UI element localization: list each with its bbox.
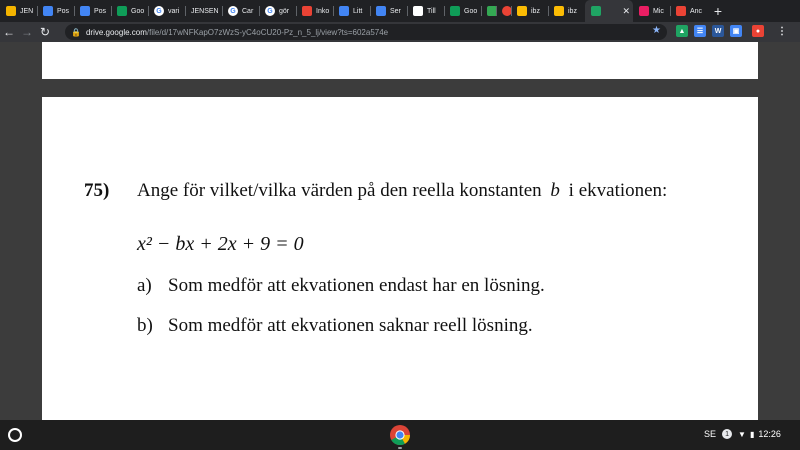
problem-statement — [137, 180, 667, 202]
problem-intro-end: i ekvationen: — [568, 180, 668, 201]
google-classroom-icon — [450, 6, 460, 16]
part-marker: b) — [137, 315, 153, 336]
screen-extension-icon[interactable]: ▣ — [730, 25, 742, 37]
browser-tab[interactable] — [148, 0, 185, 22]
browser-tab[interactable] — [496, 0, 511, 22]
status-tray[interactable] — [704, 424, 794, 444]
tab-label: Pos — [94, 7, 107, 15]
tab-label: Goo — [464, 7, 478, 15]
browser-tab[interactable] — [370, 0, 407, 22]
docs-extension-icon[interactable]: ☰ — [694, 25, 706, 37]
part-text: Som medför att ekvationen saknar reell lösning. — [168, 315, 533, 336]
problem-intro: Ange för vilket/vilka värden på den reella konstanten — [137, 180, 542, 201]
google-chat-icon — [487, 6, 496, 16]
url-path: /file/d/17wNFKapO7zWzS-yC4oCU20-Pz_n_5_lj/view?ts=602a574e — [146, 27, 389, 37]
new-tab-button[interactable]: + — [713, 3, 723, 19]
back-button[interactable]: ← — [3, 25, 15, 39]
anchor-icon — [676, 6, 686, 16]
battery-icon: ▮ — [749, 429, 755, 439]
tab-label: JENSEN — [191, 7, 219, 15]
google-docs-icon — [376, 6, 386, 16]
browser-tab[interactable] — [185, 0, 222, 22]
browser-tab[interactable] — [633, 0, 670, 22]
tab-label: gör — [279, 7, 290, 15]
gmail-icon — [302, 6, 312, 16]
browser-tab[interactable] — [333, 0, 370, 22]
clock-time: 12:26 — [758, 429, 781, 439]
tab-label: Car — [242, 7, 254, 15]
tab-label: Ser — [390, 7, 401, 15]
chrome-icon[interactable] — [389, 424, 411, 446]
tab-label: Mic — [653, 7, 664, 15]
google-meet-icon — [80, 6, 90, 16]
browser-tab[interactable] — [222, 0, 259, 22]
notification-count-badge: 1 — [722, 429, 732, 439]
close-tab-icon[interactable]: ✕ — [622, 5, 630, 16]
browser-tab[interactable] — [585, 0, 633, 22]
tab-strip — [0, 0, 800, 22]
browser-tab[interactable] — [0, 0, 37, 22]
running-indicator — [398, 447, 402, 449]
browser-tab[interactable] — [296, 0, 333, 22]
google-drive-icon — [591, 6, 601, 16]
part-b — [137, 315, 533, 337]
record-extension-icon[interactable]: ● — [752, 25, 764, 37]
tab-label: Pos — [57, 7, 70, 15]
tab-label: Goo — [131, 7, 145, 15]
launcher-icon[interactable] — [8, 428, 22, 442]
browser-tab[interactable] — [548, 0, 585, 22]
hand-icon — [554, 6, 564, 16]
browser-tab[interactable] — [111, 0, 148, 22]
tab-label: ibz — [568, 7, 577, 15]
google-classroom-icon — [117, 6, 127, 16]
equation: x² − bx + 2x + 9 = 0 — [137, 233, 304, 255]
browser-menu-icon[interactable]: ⋮ — [777, 25, 787, 37]
problem-variable: b — [550, 180, 560, 201]
quiz-icon — [413, 6, 423, 16]
tab-label: Inko — [316, 7, 330, 15]
lock-icon: 🔒 — [71, 27, 81, 37]
google-docs-icon — [339, 6, 349, 16]
record-icon — [502, 6, 511, 16]
tab-label: vari — [168, 7, 180, 15]
bookmark-star-icon[interactable]: ★ — [652, 25, 661, 36]
previous-page — [42, 42, 758, 79]
google-slides-icon — [6, 6, 16, 16]
browser-tab[interactable] — [37, 0, 74, 22]
address-bar[interactable] — [65, 24, 667, 40]
browser-tab[interactable] — [407, 0, 444, 22]
part-marker: a) — [137, 275, 152, 296]
input-method-label: SE — [704, 429, 717, 439]
part-a — [137, 275, 545, 297]
google-drive-extension-icon[interactable]: ▲ — [676, 25, 688, 37]
google-search-icon: G — [265, 6, 275, 16]
word-extension-icon[interactable]: W — [712, 25, 724, 37]
document-page — [42, 97, 758, 420]
wifi-icon: ▼ — [738, 429, 746, 439]
problem-number: 75) — [84, 180, 110, 201]
reload-button[interactable]: ↻ — [39, 25, 51, 39]
url-host: drive.google.com — [85, 27, 147, 37]
google-search-icon: G — [228, 6, 238, 16]
browser-tab[interactable] — [511, 0, 548, 22]
tab-label: ibz — [531, 7, 540, 15]
forward-button[interactable]: → — [21, 25, 33, 39]
google-meet-icon — [43, 6, 53, 16]
microsoft-icon — [639, 6, 649, 16]
browser-tab[interactable] — [74, 0, 111, 22]
google-search-icon: G — [154, 6, 164, 16]
tab-label: JEN — [20, 7, 34, 15]
tab-label: Litt — [353, 7, 363, 15]
browser-tab[interactable] — [481, 0, 496, 22]
tab-label: Till — [427, 7, 436, 15]
browser-tab[interactable] — [259, 0, 296, 22]
hand-icon — [517, 6, 527, 16]
browser-tab[interactable] — [670, 0, 707, 22]
tab-label: Anc — [690, 7, 703, 15]
part-text: Som medför att ekvationen endast har en lösning. — [168, 275, 545, 296]
browser-tab[interactable] — [444, 0, 481, 22]
